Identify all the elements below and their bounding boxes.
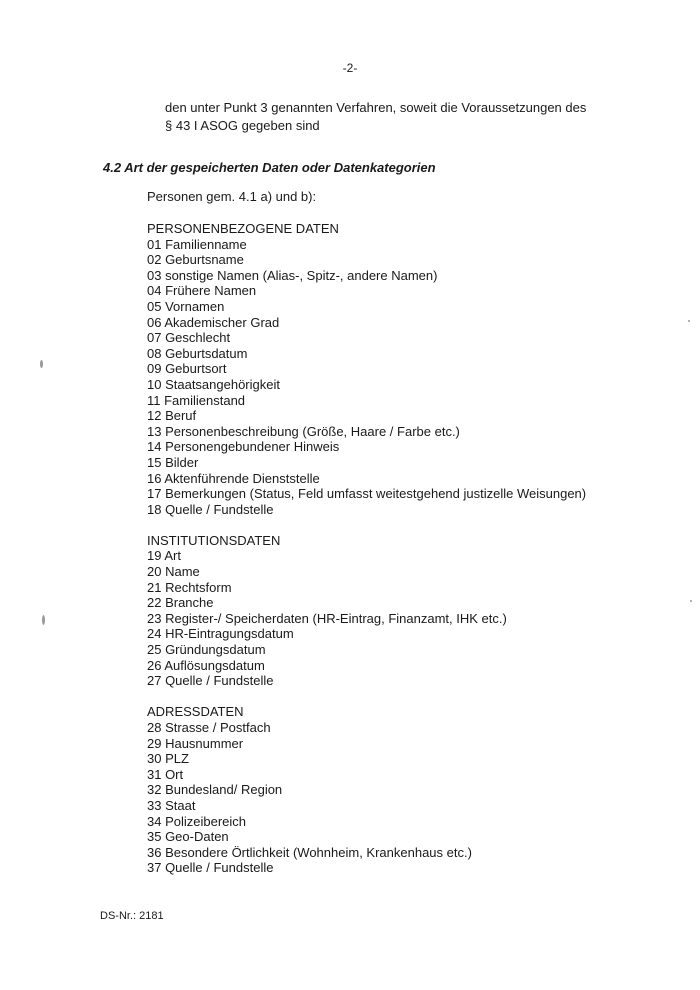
list-item: 02 Geburtsname [147, 252, 244, 268]
data-category-list [147, 221, 627, 876]
category-title: INSTITUTIONSDATEN [147, 532, 281, 548]
list-item: 04 Frühere Namen [147, 283, 257, 299]
category-spacer [147, 517, 627, 533]
list-item: 19 Art [147, 548, 181, 564]
scan-speck [42, 615, 45, 625]
list-item: 01 Familienname [147, 236, 247, 252]
list-item: 27 Quelle / Fundstelle [147, 673, 274, 689]
list-item: 10 Staatsangehörigkeit [147, 376, 280, 392]
intro-line: den unter Punkt 3 genannten Verfahren, soweit die Voraussetzungen des [165, 100, 587, 115]
list-item: 09 Geburtsort [147, 361, 227, 377]
list-item: 34 Polizeibereich [147, 813, 247, 829]
list-item: 08 Geburtsdatum [147, 345, 248, 361]
scan-speck [40, 360, 43, 368]
list-item: 12 Beruf [147, 408, 197, 424]
list-item: 16 Aktenführende Dienststelle [147, 470, 320, 486]
list-item: 28 Strasse / Postfach [147, 720, 271, 735]
list-item: 23 Register-/ Speicherdaten (HR-Eintrag, Finanzamt, IHK etc.) [147, 610, 507, 626]
intro-line: § 43 I ASOG gegeben sind [165, 118, 320, 133]
category-title: ADRESSDATEN [147, 704, 244, 720]
list-item: 21 Rechtsform [147, 579, 232, 595]
list-item: 31 Ort [147, 766, 184, 782]
list-item: 03 sonstige Namen (Alias-, Spitz-, andere Namen) [147, 267, 438, 283]
category-title: PERSONENBEZOGENE DATEN [147, 221, 339, 236]
list-item: 06 Akademischer Grad [147, 314, 280, 330]
list-item: 33 Staat [147, 797, 196, 813]
list-item: 24 HR-Eintragungsdatum [147, 626, 294, 642]
list-item: 14 Personengebundener Hinweis [147, 439, 340, 455]
list-item: 35 Geo-Daten [147, 829, 229, 845]
scan-speck [688, 320, 690, 322]
list-item: 29 Hausnummer [147, 735, 244, 751]
list-item: 13 Personenbeschreibung (Größe, Haare / Farbe etc.) [147, 423, 460, 439]
list-item: 36 Besondere Örtlichkeit (Wohnheim, Krankenhaus etc.) [147, 844, 472, 860]
list-item: 30 PLZ [147, 751, 189, 767]
list-item: 25 Gründungsdatum [147, 642, 266, 658]
list-item: 37 Quelle / Fundstelle [147, 860, 274, 876]
list-item: 26 Auflösungsdatum [147, 657, 265, 673]
section-heading: 4.2 Art der gespeicherten Daten oder Datenkategorien [103, 160, 436, 175]
list-item: 18 Quelle / Fundstelle [147, 501, 274, 517]
document-number: DS-Nr.: 2181 [100, 910, 164, 922]
list-item: 07 Geschlecht [147, 330, 231, 346]
list-item: 11 Familienstand [147, 392, 246, 408]
list-item: 15 Bilder [147, 454, 199, 470]
intro-paragraph [165, 99, 625, 135]
scan-speck [690, 600, 692, 602]
category-spacer [147, 689, 627, 705]
persons-line: Personen gem. 4.1 a) und b): [147, 189, 317, 204]
list-item: 05 Vornamen [147, 298, 225, 314]
list-item: 32 Bundesland/ Region [147, 782, 283, 798]
page-number: -2- [342, 61, 358, 75]
list-item: 22 Branche [147, 595, 214, 611]
list-item: 17 Bemerkungen (Status, Feld umfasst weitestgehend justizelle Weisungen) [147, 486, 587, 502]
list-item: 20 Name [147, 564, 200, 580]
